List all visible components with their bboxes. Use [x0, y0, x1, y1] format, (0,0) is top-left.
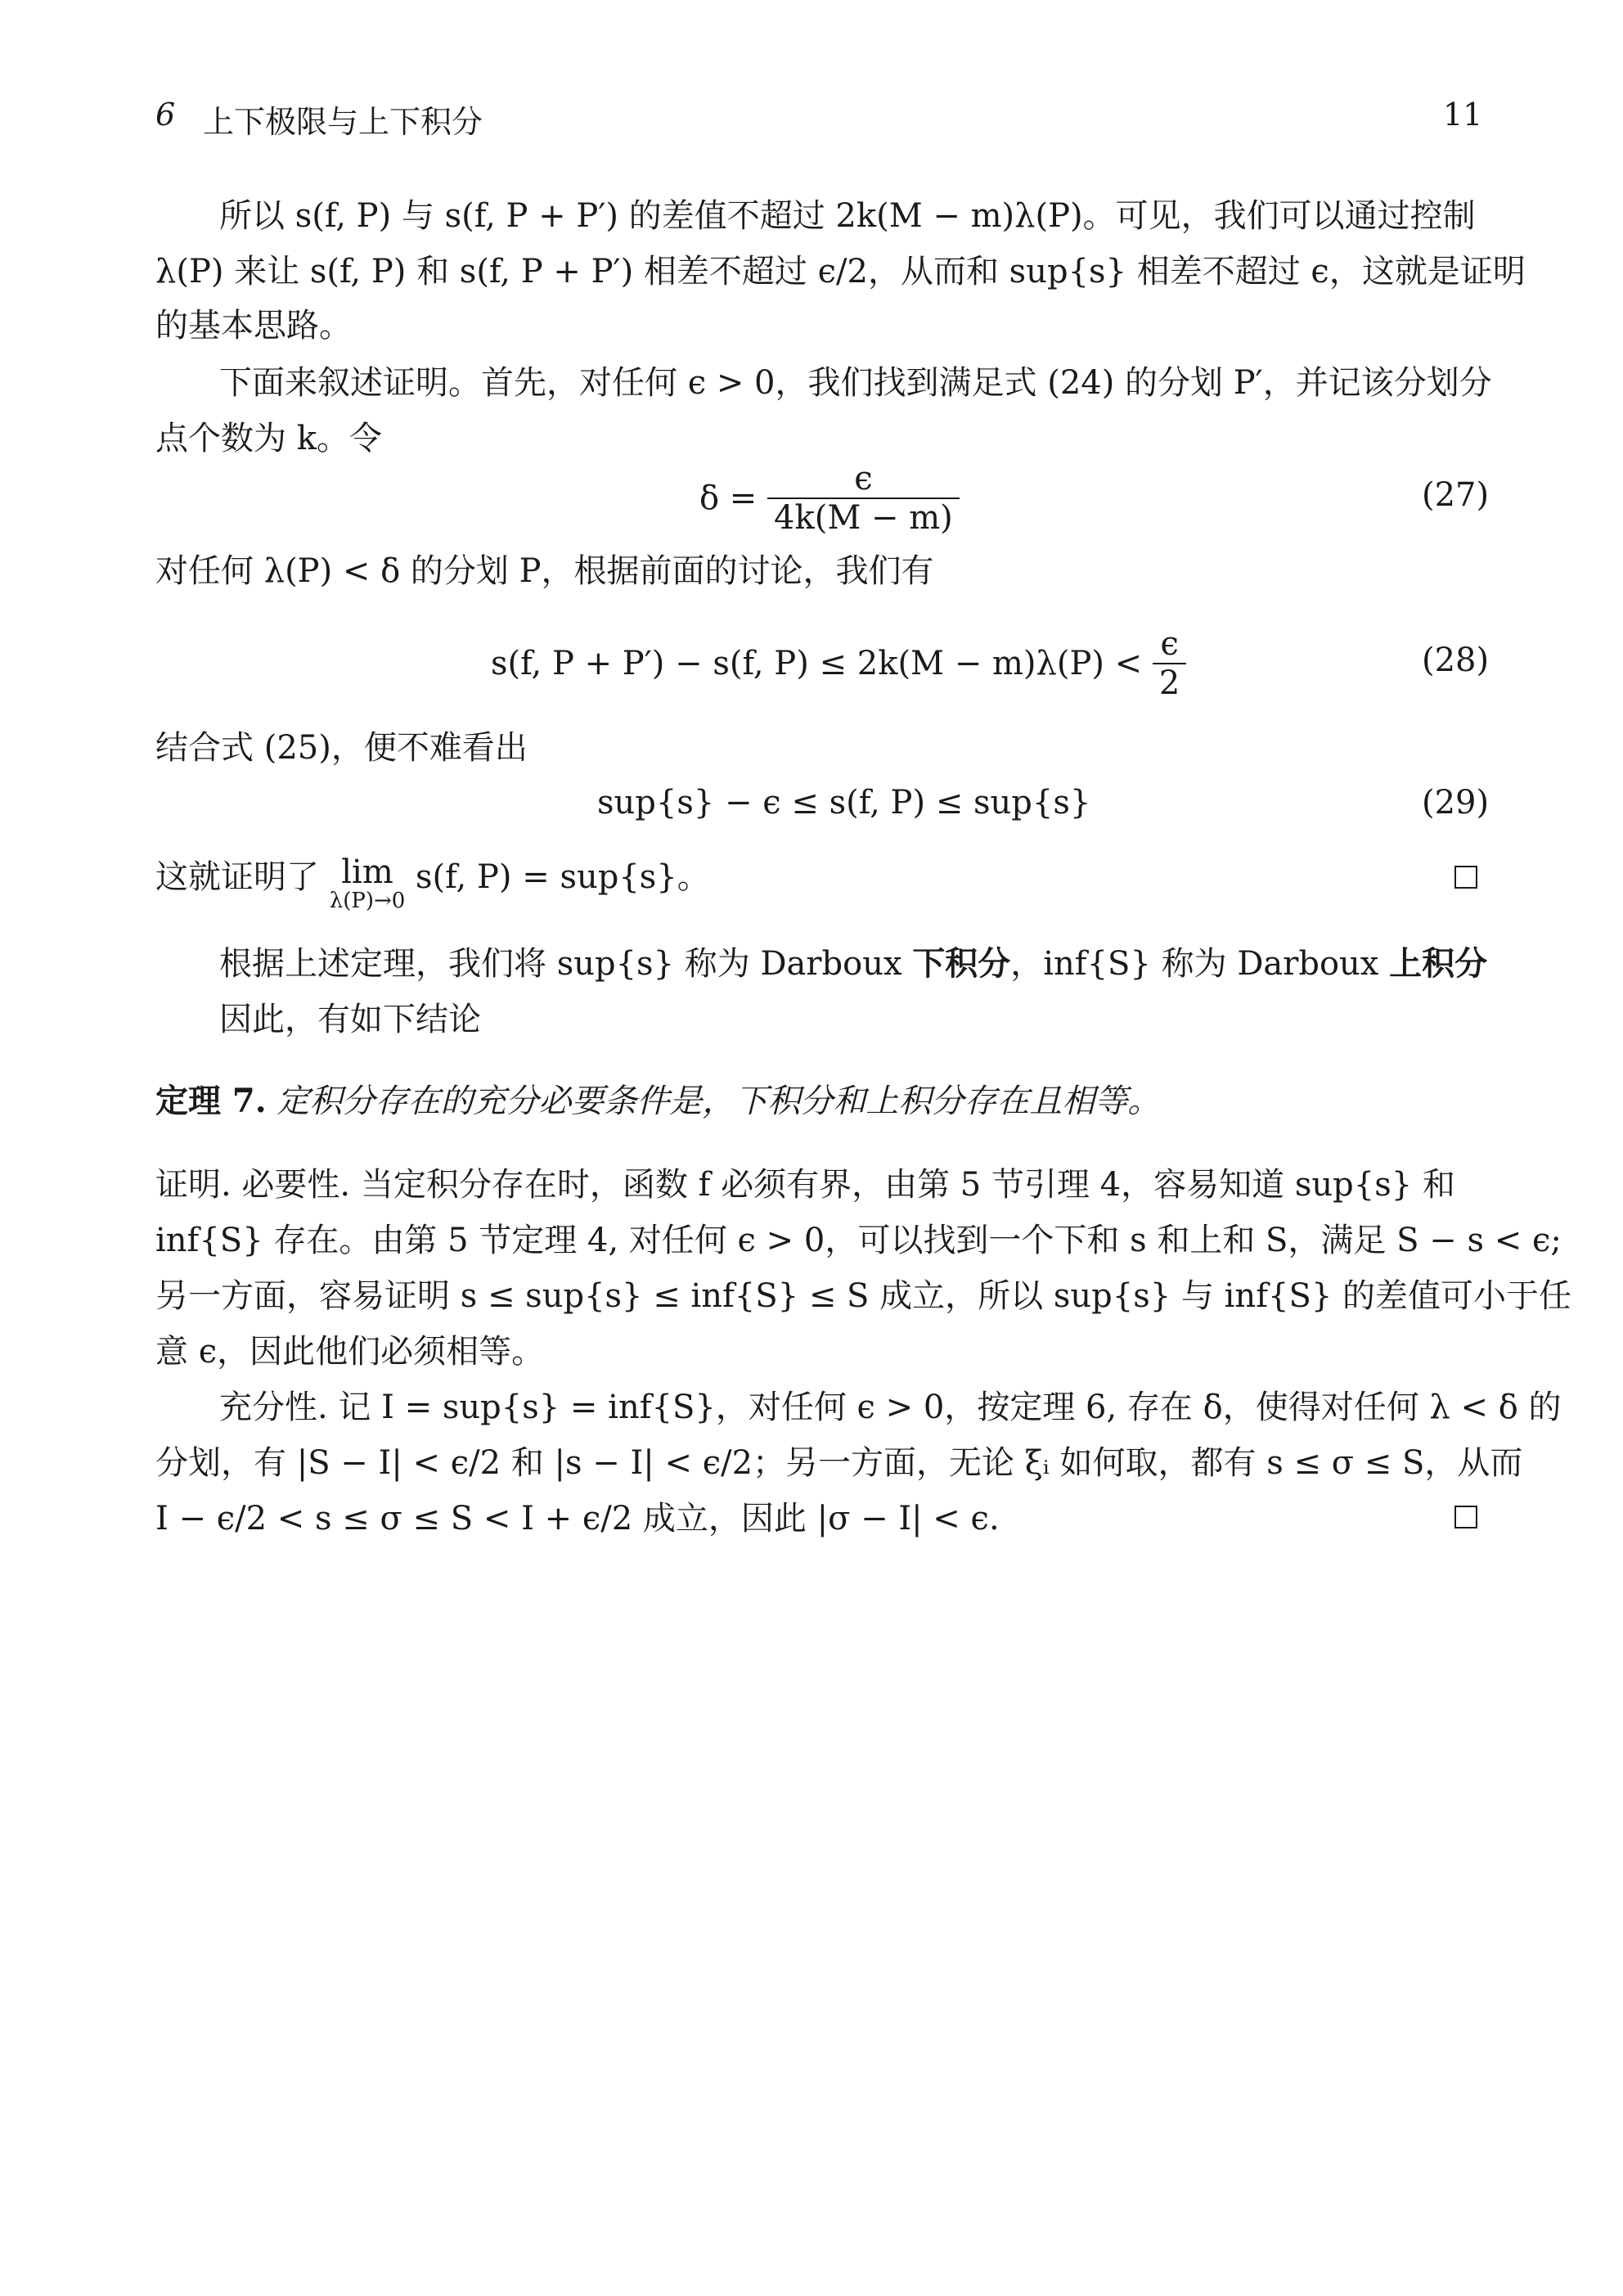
para5 — [155, 853, 710, 913]
eq28-denominator: 2 — [1153, 663, 1186, 702]
proof-line3: 另一方面，容易证明 s ≤ sup{s} ≤ inf{S} ≤ S 成立，所以 sup{s} 与 inf{S} 的差值可小于任 — [155, 1277, 1572, 1315]
proof2-line3: I − ϵ/2 < s ≤ σ ≤ S < I + ϵ/2 成立，因此 |σ − I| < ϵ. — [155, 1500, 1000, 1537]
proof-line2: inf{S} 存在。由第 5 节定理 4, 对任何 ϵ > 0，可以找到一个下和 s 和上和 S，满足 S − s < ϵ; — [155, 1222, 1562, 1259]
section-number: 6 — [155, 97, 176, 133]
para2-line2: 点个数为 k。令 — [155, 420, 382, 457]
limit-operator — [330, 854, 406, 912]
eq27-numerator: ϵ — [854, 460, 873, 497]
equation-27 — [699, 460, 960, 537]
proof2-line1: 充分性. 记 I = sup{s} = inf{S}，对任何 ϵ > 0，按定理 6, 存在 δ，使得对任何 λ < δ 的 — [219, 1389, 1562, 1426]
eq28-main: s(f, P + P′) − s(f, P) ≤ 2k(M − m)λ(P) < — [491, 645, 1143, 682]
theorem-label: 定理 7. — [155, 1082, 267, 1120]
eq28-numerator: ϵ — [1160, 625, 1179, 663]
para6-line1 — [219, 944, 1488, 983]
page-number: 11 — [1443, 97, 1483, 133]
proof-line1: 证明. 必要性. 当定积分存在时，函数 f 必须有界，由第 5 节引理 4，容易知道 sup{s} 和 — [155, 1166, 1455, 1204]
section-title: 上下极限与上下积分 — [203, 104, 483, 140]
limit-word: lim — [341, 853, 393, 891]
para1-line1: 所以 s(f, P) 与 s(f, P + P′) 的差值不超过 2k(M − m)λ(P)。可见，我们可以通过控制 — [219, 197, 1476, 235]
para6-part1: 根据上述定理，我们将 sup{s} 称为 Darboux — [219, 945, 913, 983]
qed-square-end — [1454, 1506, 1477, 1528]
theorem-statement: 定积分存在的充分必要条件是，下积分和上积分存在且相等。 — [276, 1083, 1161, 1120]
para6-part2: ，inf{S} 称为 Darboux — [1010, 945, 1390, 983]
eq28-fraction — [1153, 625, 1186, 702]
proof-line4: 意 ϵ，因此他们必须相等。 — [155, 1333, 545, 1371]
theorem-7 — [155, 1082, 1161, 1120]
para6-line2: 因此，有如下结论 — [219, 1001, 481, 1038]
para3: 对任何 λ(P) < δ 的分划 P，根据前面的讨论，我们有 — [155, 552, 934, 590]
eq27-fraction — [767, 460, 960, 537]
para4: 结合式 (25)，便不难看出 — [155, 729, 528, 767]
term-upper-integral: 上积分 — [1389, 944, 1488, 983]
qed-square — [1454, 866, 1477, 889]
para1-line3: 的基本思路。 — [155, 307, 352, 344]
eq27-lhs: δ = — [699, 479, 758, 517]
para5-prefix: 这就证明了 — [155, 858, 319, 896]
limit-subscript: λ(P)→0 — [329, 889, 406, 913]
eq29-label: (29) — [1422, 784, 1490, 822]
eq27-denominator: 4k(M − m) — [767, 497, 960, 537]
equation-29: sup{s} − ϵ ≤ s(f, P) ≤ sup{s} — [597, 784, 1091, 822]
equation-28 — [491, 625, 1186, 702]
para5-suffix: s(f, P) = sup{s}。 — [416, 858, 710, 896]
para1-line2: λ(P) 来让 s(f, P) 和 s(f, P + P′) 相差不超过 ϵ/2，从而和 sup{s} 相差不超过 ϵ，这就是证明 — [155, 253, 1526, 290]
para2-line1: 下面来叙述证明。首先，对任何 ϵ > 0，我们找到满足式 (24) 的分划 P′，并记该分划分 — [219, 364, 1492, 402]
eq27-label: (27) — [1422, 476, 1490, 514]
eq28-label: (28) — [1422, 642, 1490, 679]
proof2-line2: 分划，有 |S − I| < ϵ/2 和 |s − I| < ϵ/2；另一方面，无论 ξᵢ 如何取，都有 s ≤ σ ≤ S，从而 — [155, 1444, 1523, 1482]
term-lower-integral: 下积分 — [912, 944, 1011, 983]
